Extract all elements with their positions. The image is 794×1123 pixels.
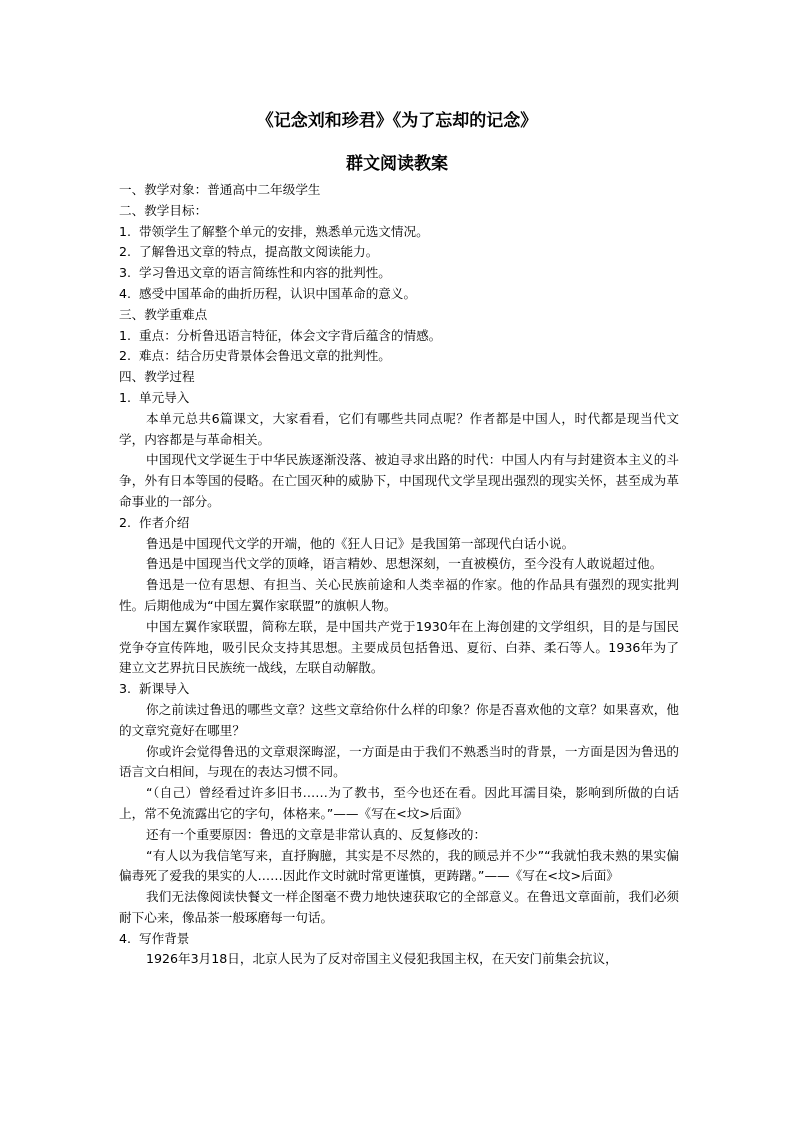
section-heading-keypoints: 三、教学重难点 [119,306,208,322]
section-heading-goals: 二、教学目标： [119,202,208,218]
list-text: 带领学生了解整个单元的安排，熟悉单元选文情况。 [139,223,429,239]
paragraph: 中国左翼作家联盟，简称左联，是中国共产党于1930年在上海创建的文学组织，目的是与国民党争夺宣传阵地，吸引民众支持其思想。主要成员包括鲁迅、夏衍、白莽、柔石等人。1936年为了建立文艺界抗日民族统一战线，左联自动解散。 [119,618,679,676]
list-number: 1. [119,223,132,239]
document-body [119,180,679,970]
quote-paragraph: “有人以为我信笔写来，直抒胸臆，其实是不尽然的，我的顾忌并不少”“我就怕我未熟的果实偏偏毒死了爱我的果实的人……因此作文时就时常更谨慎，更踌躇。”——《写在<坟>后面》 [119,847,679,884]
paragraph: 本单元总共6篇课文，大家看看，它们有哪些共同点呢？作者都是中国人，时代都是现当代文学，内容都是与革命相关。 [119,410,679,447]
process-step-heading [119,679,679,700]
list-number: 4. [119,930,132,946]
paragraph: 你或许会觉得鲁迅的文章艰深晦涩，一方面是由于我们不熟悉当时的背景，一方面是因为鲁迅的语言文白相间，与现在的表达习惯不同。 [119,743,679,780]
document-title: 《记念刘和珍君》《为了忘却的记念》 [256,111,538,131]
list-number: 3. [119,681,132,697]
list-text: 难点：结合历史背景体会鲁迅文章的批判性。 [139,348,391,364]
keypoint-item [119,326,679,347]
list-text: 了解鲁迅文章的特点，提高散文阅读能力。 [139,244,379,260]
list-number: 3. [119,265,132,281]
list-number: 2. [119,514,132,530]
paragraph: 鲁迅是中国现当代文学的顶峰，语言精妙、思想深刻，一直被模仿，至今没有人敢说超过他。 [146,556,663,572]
list-text: 新课导入 [139,681,190,697]
keypoint-item [119,346,679,367]
list-number: 2. [119,348,132,364]
goal-item [119,242,679,263]
list-text: 感受中国革命的曲折历程，认识中国革命的意义。 [139,285,417,301]
paragraph: 鲁迅是中国现代文学的开端，他的《狂人日记》是我国第一部现代白话小说。 [146,535,575,551]
goal-item [119,284,679,305]
document-subtitle: 群文阅读教案 [346,154,448,174]
list-text: 写作背景 [139,930,190,946]
process-step-heading [119,388,679,409]
section-heading-process: 四、教学过程 [119,369,195,385]
list-text: 单元导入 [139,389,190,405]
list-text: 作者介绍 [139,514,190,530]
section-heading-target: 一、教学对象：普通高中二年级学生 [119,182,321,197]
list-number: 1. [119,327,132,343]
goal-item [119,263,679,284]
paragraph: 1926年3月18日，北京人民为了反对帝国主义侵犯我国主权，在天安门前集会抗议， [146,951,618,967]
paragraph: 你之前读过鲁迅的哪些文章？这些文章给你什么样的印象？你是否喜欢他的文章？如果喜欢，他的文章究竟好在哪里？ [119,701,679,738]
list-number: 1. [119,389,132,405]
paragraph: 中国现代文学诞生于中华民族逐渐没落、被迫寻求出路的时代：中国人内有与封建资本主义的斗争，外有日本等国的侵略。在亡国灭种的威胁下，中国现代文学呈现出强烈的现实关怀，甚至成为革命事业的一部分。 [119,452,679,509]
list-text: 重点：分析鲁迅语言特征，体会文字背后蕴含的情感。 [139,327,442,343]
paragraph: 我们无法像阅读快餐文一样企图毫不费力地快速获取它的全部意义。在鲁迅文章面前，我们必须耐下心来，像品茶一般琢磨每一句话。 [119,889,679,925]
process-step-heading [119,513,679,534]
list-text: 学习鲁迅文章的语言简练性和内容的批判性。 [139,265,391,281]
paragraph: 鲁迅是一位有思想、有担当、关心民族前途和人类幸福的作家。他的作品具有强烈的现实批判性。后期他成为“中国左翼作家联盟”的旗帜人物。 [119,577,679,613]
quote-paragraph: “（自己）曾经看过许多旧书……为了教书，至今也还在看。因此耳濡目染，影响到所做的白话上，常不免流露出它的字句，体格来。”——《写在<坟>后面》 [119,785,679,821]
list-number: 2. [119,244,132,260]
process-step-heading [119,929,679,950]
goal-item [119,222,679,243]
list-number: 4. [119,285,132,301]
paragraph: 还有一个重要原因：鲁迅的文章是非常认真的、反复修改的： [146,826,487,842]
